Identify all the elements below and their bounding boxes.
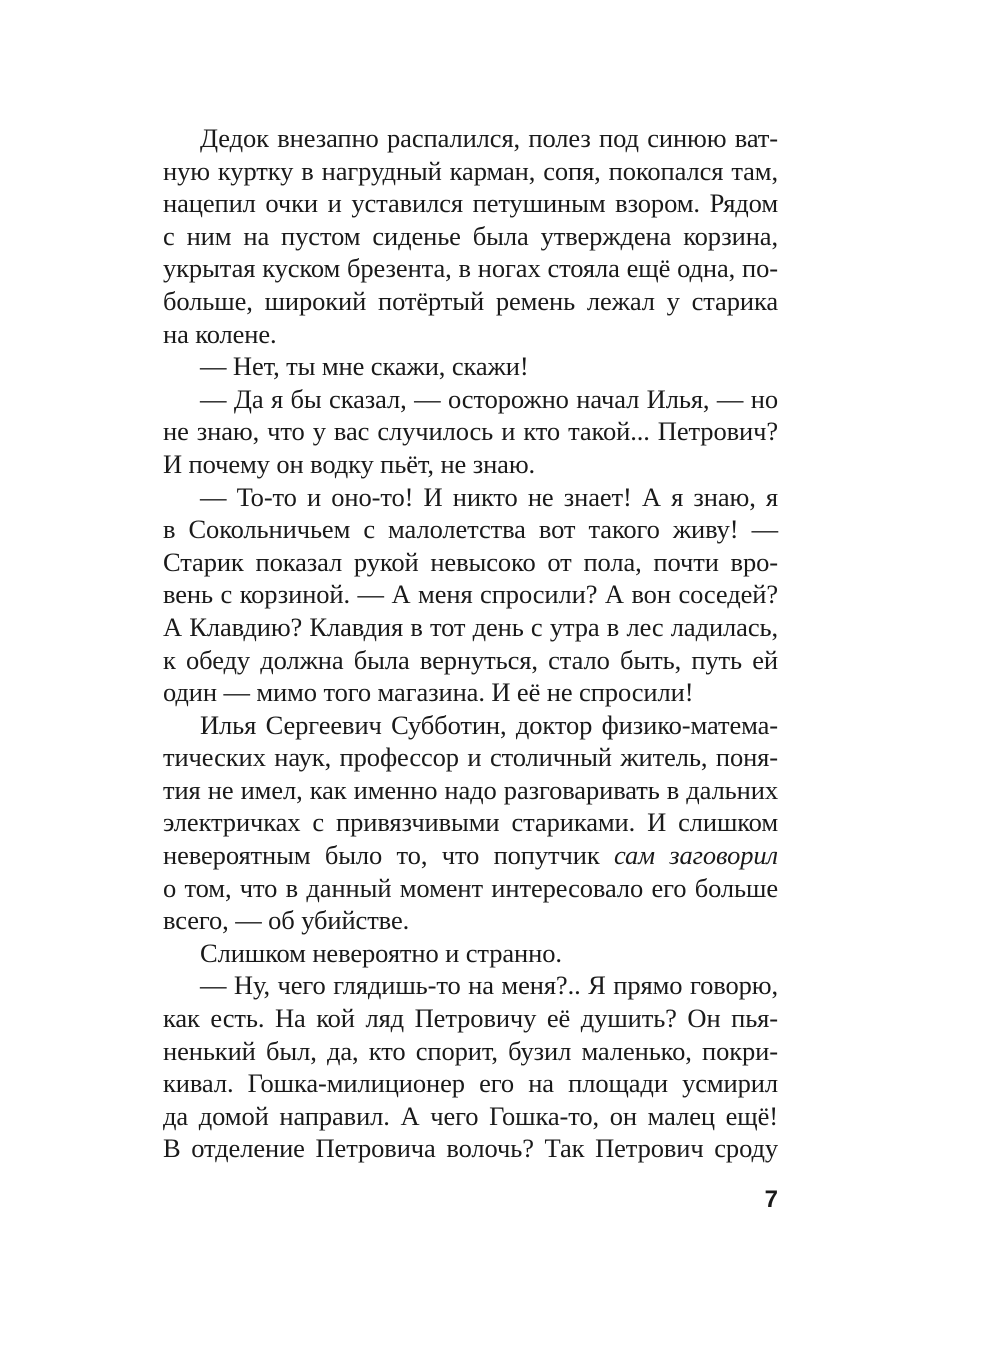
text-line: вень с корзиной. — А меня спросили? А вон соседей? (163, 579, 778, 610)
text-line: Илья Сергеевич Субботин, доктор физико-матема- (200, 709, 778, 740)
text-line: Старик показал рукой невысоко от пола, почти вро- (163, 546, 778, 577)
text-line: В отделение Петровича волочь? Так Петрович сроду (163, 1133, 778, 1164)
text-line: ненький был, да, кто спорит, бузил маленько, покри- (163, 1035, 778, 1066)
text-line: всего, — об убийстве. (163, 905, 410, 936)
text-line: на колене. (163, 318, 277, 349)
text-line: — То-то и оно-то! И никто не знает! А я знаю, я (200, 481, 778, 512)
text-line: ную куртку в нагрудный карман, сопя, покопался там, (163, 155, 778, 186)
text-line: Слишком невероятно и странно. (200, 937, 562, 968)
text-line: укрытая куском брезента, в ногах стояла ещё одна, по- (163, 253, 778, 284)
text-line: с ним на пустом сиденье была утверждена корзина, (163, 220, 778, 251)
text-line: тия не имел, как именно надо разговаривать в дальних (163, 774, 778, 805)
text-segment: невероятным было то, что попутчик (163, 840, 600, 871)
text-line: тических наук, профессор и столичный житель, поня- (163, 742, 778, 773)
text-line: электричках с привязчивыми стариками. И слишком (163, 807, 778, 838)
text-line: — Нет, ты мне скажи, скажи! (200, 351, 529, 382)
text-line-with-italic (163, 839, 778, 872)
text-line: не знаю, что у вас случилось и кто такой... Петрович? (163, 416, 778, 447)
text-line: Дедок внезапно распалился, полез под синюю ват- (200, 123, 778, 153)
text-line: И почему он водку пьёт, не знаю. (163, 448, 536, 479)
text-line: кивал. Гошка-милиционер его на площади усмирил (163, 1068, 778, 1099)
text-line: — Да я бы сказал, — осторожно начал Илья, — но (200, 383, 778, 414)
text-line: к обеду должна была вернуться, стало быть, путь ей (163, 644, 778, 675)
italic-emphasis: сам заговорил (613, 840, 778, 871)
text-line: о том, что в данный момент интересовало его больше (163, 872, 778, 903)
text-line: как есть. На кой ляд Петровичу её душить? Он пья- (163, 1003, 778, 1034)
text-line: А Клавдию? Клавдия в тот день с утра в лес ладилась, (163, 611, 778, 642)
text-line: один — мимо того магазина. И её не спросили! (163, 677, 694, 708)
page-number: 7 (764, 1186, 778, 1213)
text-line: больше, широкий потёртый ремень лежал у старика (163, 285, 778, 316)
text-line: — Ну, чего глядишь-то на меня?.. Я прямо говорю, (200, 970, 778, 1001)
text-line: да домой направил. А чего Гошка-то, он малец ещё! (163, 1100, 778, 1131)
text-line: нацепил очки и уставился петушиным взором. Рядом (163, 188, 778, 219)
text-line: в Сокольничьем с малолетства вот такого живу! — (163, 514, 778, 545)
book-page-text (163, 122, 778, 1165)
